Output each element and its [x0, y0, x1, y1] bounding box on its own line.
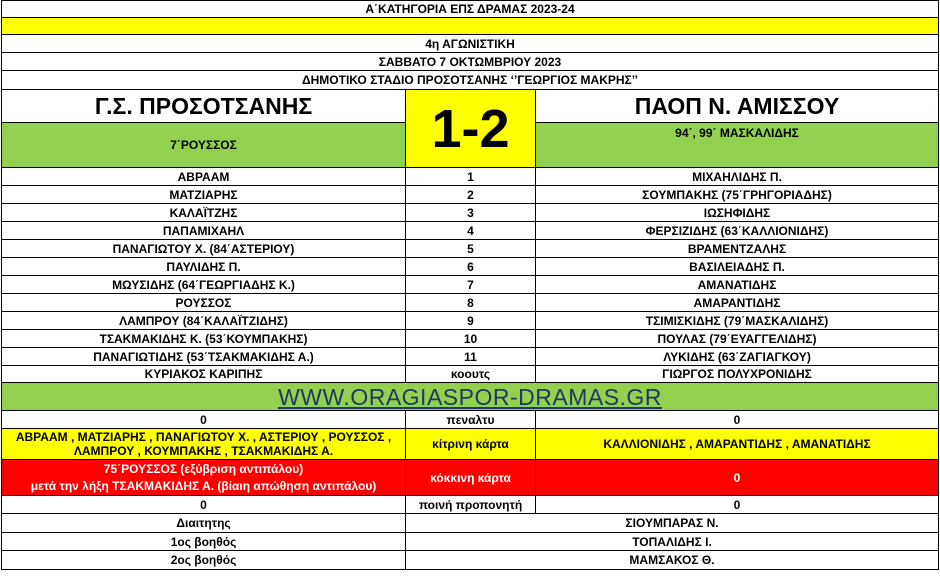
away-scorers: 94΄, 99΄ ΜΑΣΚΑΛΙΔΗΣ — [536, 123, 939, 168]
match-date: ΣΑΒΒΑΤΟ 7 ΟΚΤΩΜΒΡΙΟΥ 2023 — [1, 53, 939, 71]
shirt-number-7: 7 — [406, 276, 536, 294]
lineup-table — [1, 168, 939, 366]
away-player-7: ΑΜΑΝΑΤΙΔΗΣ — [536, 276, 939, 294]
away-player-4: ΦΕΡΣΙΖΙΔΗΣ (63΄ΚΑΛΛΙΟΝΙΔΗΣ) — [536, 222, 939, 240]
shirt-number-1: 1 — [406, 168, 536, 186]
away-player-8: ΑΜΑΡΑΝΤΙΔΗΣ — [536, 294, 939, 312]
home-yellow-cards-line-1: ΑΒΡΑΑΜ , ΜΑΤΖΙΑΡΗΣ , ΠΑΝΑΓΙΩΤΟΥ Χ. , ΑΣΤΕΡΙΟΥ , ΡΟΥΣΣΟΣ , — [15, 430, 392, 444]
red-card-label: κόκκινη κάρτα — [406, 460, 536, 496]
home-coach-penalty: 0 — [1, 496, 406, 514]
home-player-7: ΜΩΥΣΙΔΗΣ (64΄ΓΕΩΡΓΙΑΔΗΣ Κ.) — [1, 276, 406, 294]
home-player-11: ΠΑΝΑΓΙΩΤΙΔΗΣ (53΄ΤΣΑΚΜΑΚΙΔΗΣ Α.) — [1, 348, 406, 366]
home-red-cards — [1, 460, 406, 496]
shirt-number-6: 6 — [406, 258, 536, 276]
stadium-name: ΔΗΜΟΤΙΚΟ ΣΤΑΔΙΟ ΠΡΟΣΟΤΣΑΝΗΣ ‘’ΓΕΩΡΓΙΟΣ ΜΑΚΡΗΣ’’ — [1, 71, 939, 90]
away-yellow-cards: ΚΑΛΛΙΟΝΙΔΗΣ , ΑΜΑΡΑΝΤΙΔΗΣ , ΑΜΑΝΑΤΙΔΗΣ — [536, 429, 939, 460]
home-player-8: ΡΟΥΣΣΟΣ — [1, 294, 406, 312]
penalty-label: πεναλτυ — [406, 411, 536, 429]
home-player-1: ΑΒΡΑΑΜ — [1, 168, 406, 186]
home-player-6: ΠΑΥΛΙΔΗΣ Π. — [1, 258, 406, 276]
home-coach: ΚΥΡΙΑΚΟΣ ΚΑΡΙΠΗΣ — [1, 366, 406, 383]
match-report-sheet — [1, 0, 939, 575]
away-penalties: 0 — [536, 411, 939, 429]
away-red-cards: 0 — [536, 460, 939, 496]
home-player-3: ΚΑΛΑΪΤΖΗΣ — [1, 204, 406, 222]
home-player-5: ΠΑΝΑΓΙΩΤΟΥ Χ. (84΄ΑΣΤΕΡΙΟΥ) — [1, 240, 406, 258]
shirt-number-4: 4 — [406, 222, 536, 240]
home-player-2: ΜΑΤΖΙΑΡΗΣ — [1, 186, 406, 204]
away-player-9: ΤΣΙΜΙΣΚΙΔΗΣ (79΄ΜΑΣΚΑΛΙΔΗΣ) — [536, 312, 939, 330]
away-player-1: ΜΙΧΑΗΛΙΔΗΣ Π. — [536, 168, 939, 186]
shirt-number-3: 3 — [406, 204, 536, 222]
shirt-number-11: 11 — [406, 348, 536, 366]
home-red-cards-line-1: 75΄ΡΟΥΣΣΟΣ (εξύβριση αντιπάλου) — [103, 462, 304, 476]
yellow-spacer-row — [1, 18, 939, 35]
away-player-10: ΠΟΥΛΑΣ (79΄ΕΥΑΓΓΕΛΙΔΗΣ) — [536, 330, 939, 348]
shirt-number-10: 10 — [406, 330, 536, 348]
final-score: 1-2 — [406, 90, 536, 168]
away-player-3: ΙΩΣΗΦΙΔΗΣ — [536, 204, 939, 222]
referee-name: ΣΙΟΥΜΠΑΡΑΣ Ν. — [406, 514, 939, 533]
away-player-5: ΒΡΑΜΕΝΤΖΑΛΗΣ — [536, 240, 939, 258]
home-player-4: ΠΑΠΑΜΙΧΑΗΛ — [1, 222, 406, 240]
home-player-10: ΤΣΑΚΜΑΚΙΔΗΣ Κ. (53΄ΚΟΥΜΠΑΚΗΣ) — [1, 330, 406, 348]
assistant-1-name: ΤΟΠΑΛΙΔΗΣ Ι. — [406, 533, 939, 551]
away-coach: ΓΙΩΡΓΟΣ ΠΟΛΥΧΡΟΝΙΔΗΣ — [536, 366, 939, 383]
league-title: Α΄ΚΑΤΗΓΟΡΙΑ ΕΠΣ ΔΡΑΜΑΣ 2023-24 — [1, 0, 939, 18]
home-team-name: Γ.Σ. ΠΡΟΣΟΤΣΑΝΗΣ — [1, 90, 406, 123]
assistant-2-role: 2ος βοηθός — [1, 551, 406, 570]
coach-label: κοουτς — [406, 366, 536, 383]
website-link[interactable]: WWW.ORAGIASPOR-DRAMAS.GR — [1, 383, 939, 411]
assistant-1-role: 1ος βοηθός — [1, 533, 406, 551]
assistant-2-name: ΜΑΜΣΑΚΟΣ Θ. — [406, 551, 939, 570]
away-player-2: ΣΟΥΜΠΑΚΗΣ (75΄ΓΡΗΓΟΡΙΑΔΗΣ) — [536, 186, 939, 204]
home-yellow-cards — [1, 429, 406, 460]
home-player-9: ΛΑΜΠΡΟΥ (84΄ΚΑΛΑΪΤΖΙΔΗΣ) — [1, 312, 406, 330]
away-player-11: ΛΥΚΙΔΗΣ (63΄ΖΑΓΙΑΓΚΟΥ) — [536, 348, 939, 366]
round-label: 4η ΑΓΩΝΙΣΤΙΚΗ — [1, 35, 939, 53]
home-yellow-cards-line-2: ΛΑΜΠΡΟΥ , ΚΟΥΜΠΑΚΗΣ , ΤΣΑΚΜΑΚΙΔΗΣ Α. — [73, 444, 334, 458]
home-red-cards-line-2: μετά την λήξη ΤΣΑΚΜΑΚΙΔΗΣ Α. (βίαιη απώθηση αντιπάλου) — [30, 479, 377, 493]
away-player-6: ΒΑΣΙΛΕΙΑΔΗΣ Π. — [536, 258, 939, 276]
home-penalties: 0 — [1, 411, 406, 429]
shirt-number-9: 9 — [406, 312, 536, 330]
shirt-number-2: 2 — [406, 186, 536, 204]
shirt-number-5: 5 — [406, 240, 536, 258]
yellow-card-label: κίτρινη κάρτα — [406, 429, 536, 460]
away-coach-penalty: 0 — [536, 496, 939, 514]
shirt-number-8: 8 — [406, 294, 536, 312]
referee-role: Διαιτητης — [1, 514, 406, 533]
away-team-name: ΠΑΟΠ Ν. ΑΜΙΣΣΟΥ — [536, 90, 939, 123]
home-scorers: 7΄ΡΟΥΣΣΟΣ — [1, 123, 406, 168]
coach-penalty-label: ποινή προπονητή — [406, 496, 536, 514]
